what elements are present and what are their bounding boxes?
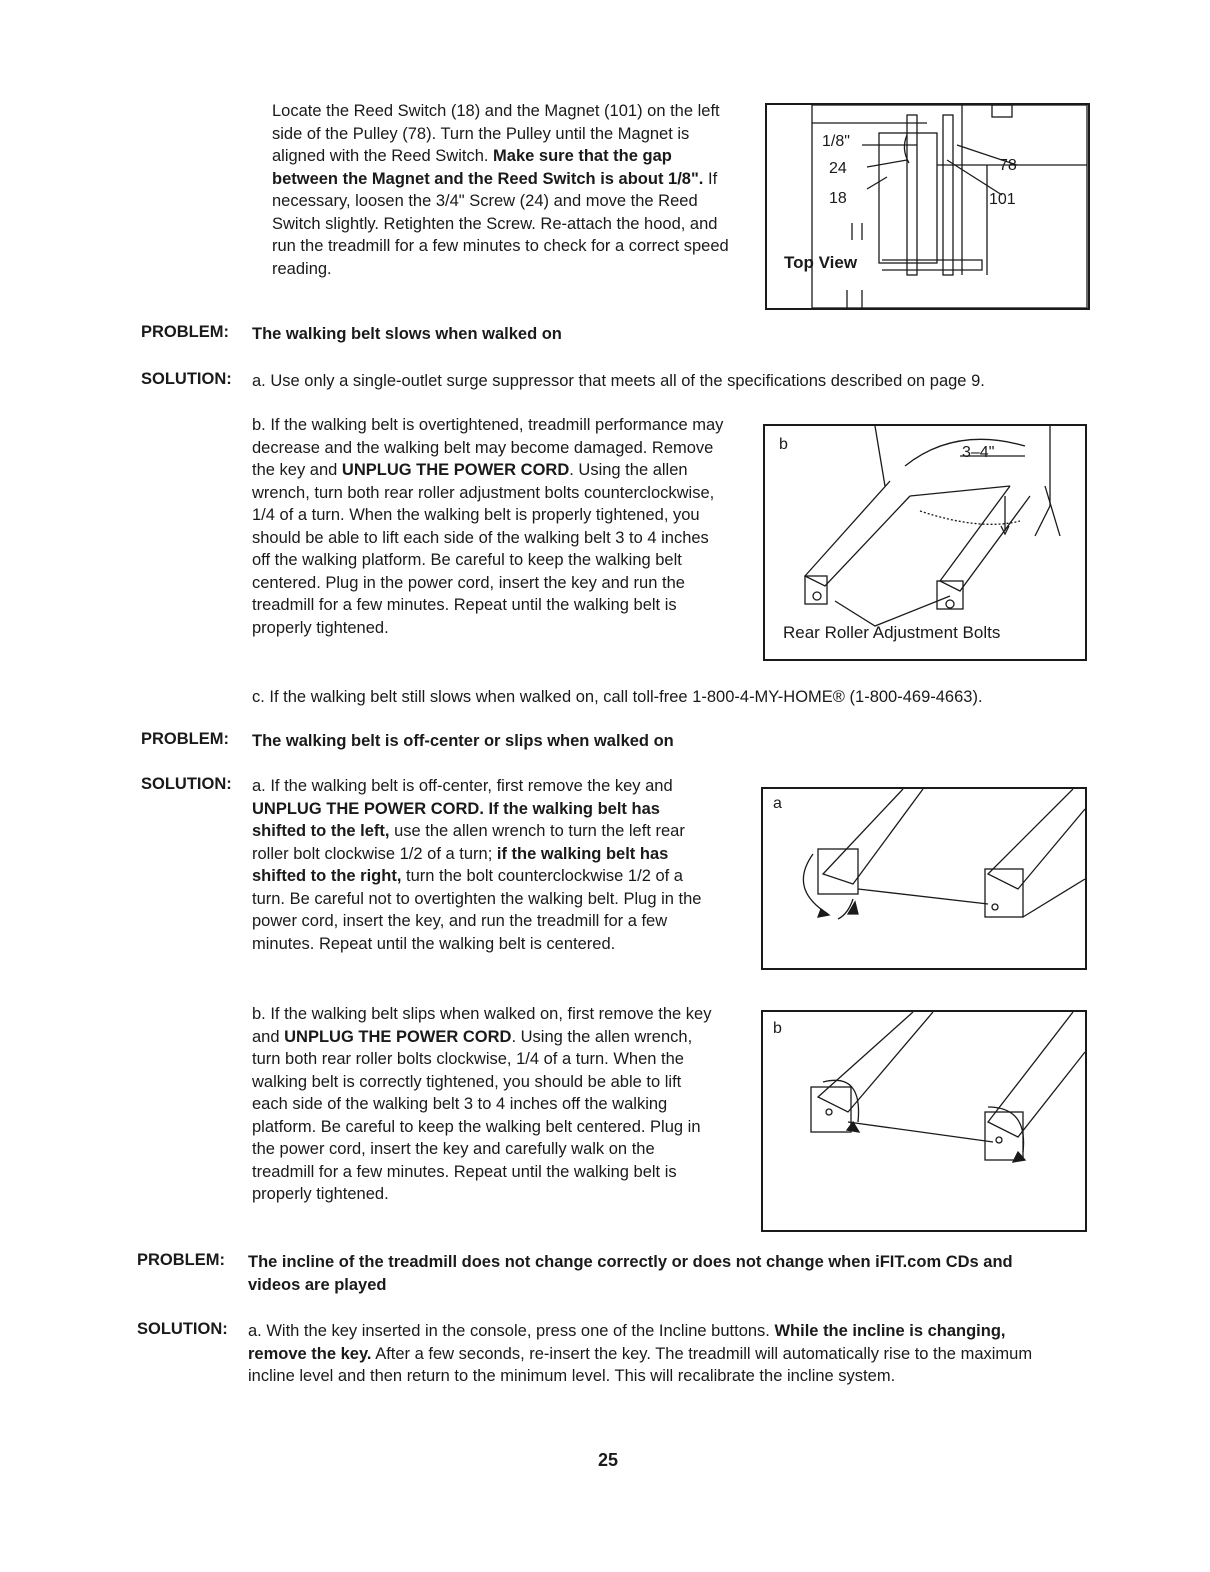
solution-3a: a. With the key inserted in the console, press one of the Incline buttons. While the incline is changing, remove the key. After a few seconds, re-insert the key. The treadmill will automatically rise to the maximum incline level and then return to the minimum level. This will recalibrate the incline system. xyxy=(248,1322,1033,1385)
figure-top-view xyxy=(765,103,1090,310)
solution-1b: b. If the walking belt is overtightened, treadmill performance may decrease and the walking belt may become damaged. Remove the key and UNPLUG THE POWER CORD. Using the allen wrench, turn both rear roller adjustment bolts counterclockwise, 1/4 of a turn. When the walking belt is properly tightened, you should be able to lift each side of the walking belt 3 to 4 inches off the walking platform. Be careful to keep the walking belt centered. Plug in the power cord, insert the key and run the treadmill for a few minutes. Repeat until the walking belt is properly tightened. xyxy=(252,416,724,637)
figure-belt-slips xyxy=(761,1010,1087,1232)
solution-2b: b. If the walking belt slips when walked on, first remove the key and UNPLUG THE POWER CORD. Using the allen wrench, turn both rear roller bolts clockwise, 1/4 of a turn. When the walking belt is correctly tightened, you should be able to lift each side of the walking belt 3 to 4 inches off the walking platform. Be careful to keep the walking belt centered. Plug in the power cord, insert the key and carefully walk on the treadmill for a few minutes. Repeat until the walking belt is properly tightened. xyxy=(252,1005,712,1203)
figure-caption-top-view: Top View xyxy=(784,253,858,272)
figure-letter-b-2: b xyxy=(773,1020,782,1037)
figure-rear-roller-bolts xyxy=(763,424,1087,661)
solution-1c: c. If the walking belt still slows when walked on, call toll-free 1-800-4-MY-HOME® (1-800-469-4663). xyxy=(252,688,983,706)
problem-1-title: The walking belt slows when walked on xyxy=(252,325,562,343)
label-pulley: 78 xyxy=(999,157,1017,174)
solution-1-label: SOLUTION: xyxy=(141,370,232,388)
off-center-drawing xyxy=(763,789,1085,968)
solution-2a: a. If the walking belt is off-center, first remove the key and UNPLUG THE POWER CORD. If the walking belt has shifted to the left, use the allen wrench to turn the left rear roller bolt clockwise 1/2 of a turn; if the walking belt has shifted to the right, turn the bolt counterclockwise 1/2 of a turn. Be careful not to overtighten the walking belt. Plug in the power cord, insert the key, and run the treadmill for a few minutes. Repeat until the walking belt is centered. xyxy=(252,777,702,953)
problem-3-label: PROBLEM: xyxy=(137,1251,225,1269)
figure-letter-b: b xyxy=(779,436,788,453)
solution-3-label: SOLUTION: xyxy=(137,1320,228,1338)
label-screw: 24 xyxy=(829,160,847,177)
top-view-drawing xyxy=(767,105,1088,308)
label-magnet: 101 xyxy=(989,191,1016,208)
figure-letter-a: a xyxy=(773,795,782,812)
problem-3-title: The incline of the treadmill does not change correctly or does not change when iFIT.com CDs and videos are played xyxy=(248,1253,1013,1294)
label-reed-switch: 18 xyxy=(829,190,847,207)
label-gap: 1/8" xyxy=(822,133,850,150)
solution-2-label: SOLUTION: xyxy=(141,775,232,793)
intro-paragraph: Locate the Reed Switch (18) and the Magnet (101) on the left side of the Pulley (78). Turn the Pulley until the Magnet is aligned with the Reed Switch. Make sure that the gap between the Magnet and the Reed Switch is about 1/8". If necessary, loosen the 3/4" Screw (24) and move the Reed Switch slightly. Retighten the Screw. Re-attach the hood, and run the treadmill for a few minutes to check for a correct speed reading. xyxy=(272,102,729,278)
problem-2-title: The walking belt is off-center or slips when walked on xyxy=(252,732,674,750)
figure-caption-rear-roller: Rear Roller Adjustment Bolts xyxy=(783,623,1001,642)
page-number: 25 xyxy=(598,1450,619,1470)
problem-1-label: PROBLEM: xyxy=(141,323,229,341)
solution-1a: a. Use only a single-outlet surge suppressor that meets all of the specifications described on page 9. xyxy=(252,372,985,390)
figure-off-center xyxy=(761,787,1087,970)
problem-2-label: PROBLEM: xyxy=(141,730,229,748)
label-lift-measure: 3–4" xyxy=(962,444,995,461)
belt-slips-drawing xyxy=(763,1012,1085,1230)
